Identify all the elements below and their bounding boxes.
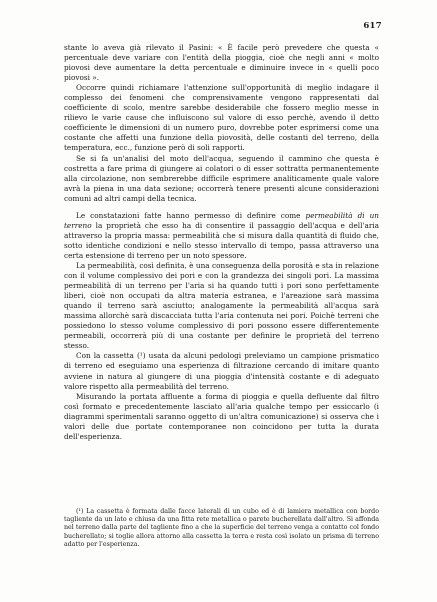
body-text	[64, 43, 379, 442]
page-number: 617	[363, 21, 382, 31]
paragraph-sample-box: Con la cassetta (¹) usata da alcuni pedologi preleviamo un campione prismatico di terreno ed eseguiamo una esperienza di filtrazione cercando di imitare quanto avviene in natura al giungere di una pioggia d'intensità costante e di adeguato valore rispetto alla permeabilità del terreno.	[64, 351, 379, 391]
paragraph-permeability-definition	[64, 211, 379, 261]
permeability-lead-text: Le constatazioni fatte hanno permesso di definire come	[76, 210, 306, 220]
footnotes	[64, 508, 379, 549]
paragraph-runoff-coefficient: Occorre quindi richiamare l'attenzione sull'opportunità di meglio indagare il complesso dei fenomeni che comprensivamente vengono rappresentati dal coefficiente di scolo, mentre sarebbe desiderabile che fossero meglio messe in rilievo le varie cause che influiscono sul valore di esso perchè, avendo il detto coefficiente le dimensioni di un numero puro, dovrebbe poter esprimersi come una costante che affetti una funzione della piovosità, delle costanti del terreno, della temperatura, ecc., funzione però di soli rapporti.	[64, 83, 379, 153]
paragraph-porosity: La permeabilità, così definita, è una conseguenza della porosità e sta in relazione con il volume complessivo dei pori e con la grandezza dei singoli pori. La massima permeabilità di un terreno per l'aria si ha quando tutti i pori sono perfettamente liberi, cioè non occupati da altra materia estranea, e l'areazione sarà massima quando il terreno sarà asciutto; analogamente la permeabilità all'acqua sarà massima allorchè sarà discacciata tutta l'aria contenuta nei pori. Poichè terreni che possiedono lo stesso volume complessivo di pori possono essere differentemente permeabili, occorrerà più di una costante per definire le proprietà del terreno stesso.	[64, 260, 379, 351]
footnote-1: (¹) La cassetta è formata dalle facce laterali di un cubo ed è di lamiera metallica con bordo tagliente da un lato e chiusa da una fitta rete metallica o parete bucherellata dall'altro. Si affonda nel terreno dalla parte del tagliente fino a che la superficie del terreno venga a contatto col fondo bucherellato; si toglie allora attorno alla cassetta la terra e resta così isolato un prisma di terreno adatto per l'esperienza.	[64, 508, 379, 548]
paragraph-water-motion: Se si fa un'analisi del moto dell'acqua, seguendo il cammino che questa è costretta a fare prima di giungere ai colatori o di esser sottratta permanentemente alla circolazione, non sembrerebbe difficile esprimere analiticamente quale valore avrà la piena in una data sezione; occorrerà tenere presenti alcune considerazioni comuni ad altri campi della tecnica.	[64, 153, 379, 203]
paragraph-flow-measurement: Misurando la portata affluente a forma di pioggia e quella defluente dal filtro così formato e precedentemente lasciato all'aria qualche tempo per essiccarlo (i diagrammi sperimentali saranno oggetto di un'altra comunicazione) si osserva che i valori delle due portate contemporanee non coincidono per tutta la durata dell'esperienza.	[64, 391, 379, 441]
paragraph-quote-continuation: stante lo aveva già rilevato il Pasini: « È facile però prevedere che questa « percentuale deve variare con l'entità della pioggia, cioè che negli anni « molto piovosi deve aumentare la detta percentuale e diminuire invece in « quelli poco piovosi ».	[64, 43, 379, 83]
permeability-body-text: la proprietà che esso ha di consentire il passaggio dell'acqua e dell'aria attraverso la propria massa: permeabilità che si misura dalla quantità di fluido che, sotto identiche condizioni e nello stesso intervallo di tempo, passa attraverso una certa estensione di terreno per un noto spessore.	[64, 220, 379, 260]
permeability-term: permeabilità di un terreno	[64, 210, 379, 230]
